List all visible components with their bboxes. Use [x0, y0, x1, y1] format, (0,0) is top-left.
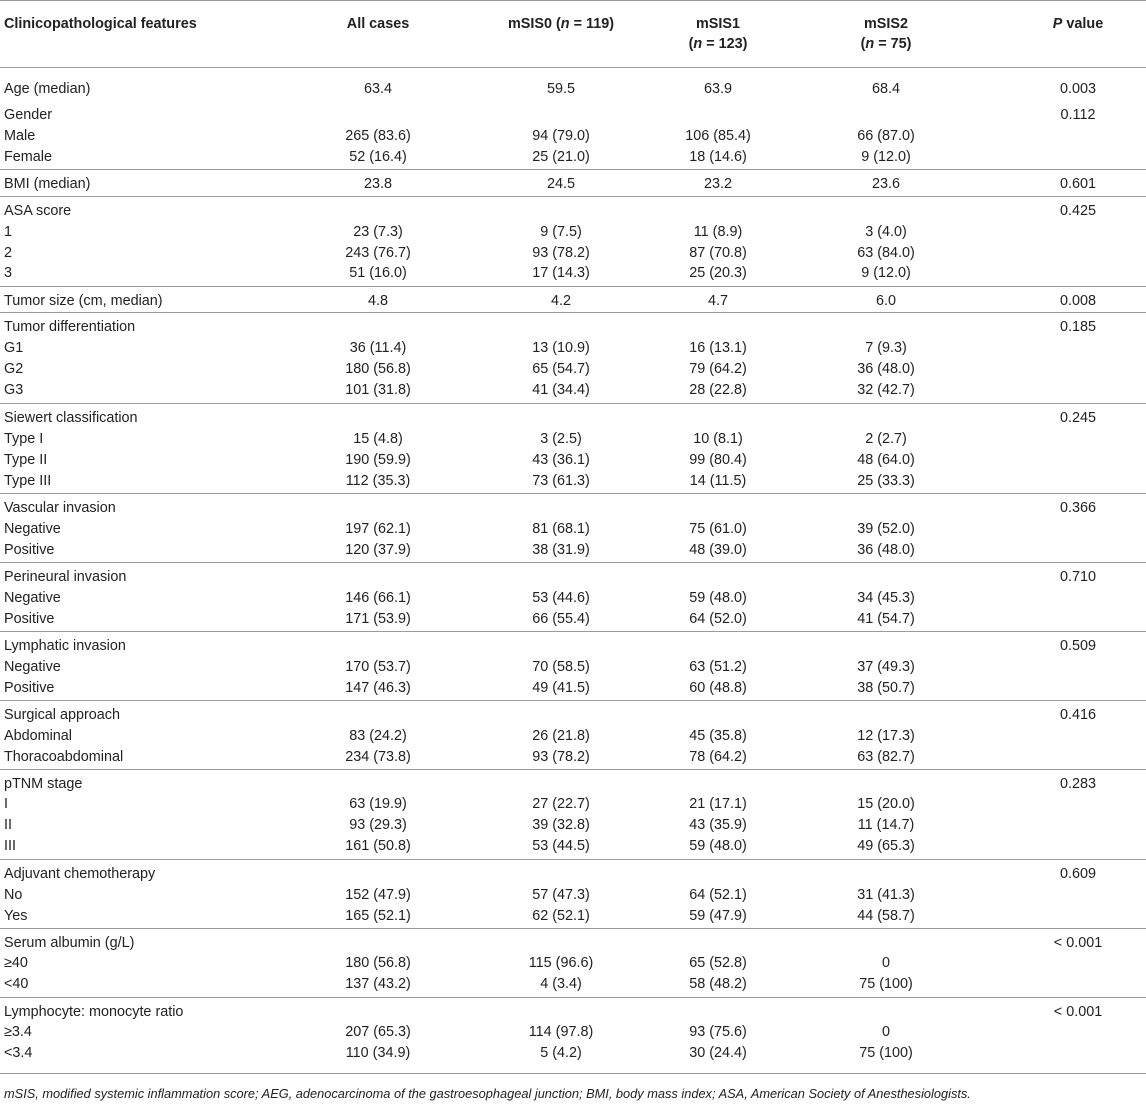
- cell-all: 170 (53.7): [345, 659, 411, 675]
- cell-msis2: 0: [881, 955, 891, 971]
- cell-msis2: 63 (82.7): [857, 749, 915, 765]
- row-group-divider: [0, 997, 1146, 998]
- row-group-divider: [0, 700, 1146, 701]
- row-group-divider: [0, 859, 1146, 860]
- cell-msis2: 31 (41.3): [857, 887, 915, 903]
- cell-msis0: 59.5: [546, 81, 576, 97]
- cell-msis2: 11 (14.7): [857, 817, 915, 833]
- cell-msis1: 48 (39.0): [689, 542, 747, 558]
- header-msis1: [689, 14, 748, 54]
- cell-msis0: 93 (78.2): [532, 245, 590, 261]
- row-label: Type I: [4, 431, 44, 447]
- cell-msis0: 27 (22.7): [532, 796, 590, 812]
- cell-msis1: 99 (80.4): [689, 452, 747, 468]
- row-label: II: [4, 817, 12, 833]
- row-label: I: [4, 796, 8, 812]
- cell-all: 197 (62.1): [345, 521, 411, 537]
- cell-all: 63 (19.9): [349, 796, 407, 812]
- row-label: Positive: [4, 680, 55, 696]
- row-label: Tumor differentiation: [4, 319, 136, 335]
- cell-msis1: 64 (52.1): [689, 887, 747, 903]
- cell-msis0: 70 (58.5): [532, 659, 590, 675]
- cell-msis1: 28 (22.8): [689, 382, 747, 398]
- row-label: Female: [4, 149, 52, 165]
- cell-msis1: 30 (24.4): [689, 1045, 747, 1061]
- cell-msis2: 68.4: [871, 81, 901, 97]
- cell-msis0: 49 (41.5): [532, 680, 590, 696]
- cell-msis1: 25 (20.3): [689, 265, 747, 281]
- cell-all: 190 (59.9): [345, 452, 411, 468]
- cell-msis0: 57 (47.3): [532, 887, 590, 903]
- row-group-divider: [0, 286, 1146, 287]
- table-bottom-rule: [0, 1073, 1146, 1074]
- cell-p: 0.245: [1059, 410, 1097, 426]
- row-label: Type III: [4, 473, 52, 489]
- cell-msis2: 39 (52.0): [857, 521, 915, 537]
- cell-msis1: 87 (70.8): [689, 245, 747, 261]
- row-label: BMI (median): [4, 176, 91, 192]
- cell-msis0: 81 (68.1): [532, 521, 590, 537]
- cell-p: 0.509: [1059, 638, 1097, 654]
- cell-msis2: 37 (49.3): [857, 659, 915, 675]
- header-feature: Clinicopathological features: [4, 16, 197, 32]
- cell-p: 0.366: [1059, 500, 1097, 516]
- cell-p: 0.185: [1059, 319, 1097, 335]
- cell-msis1: 23.2: [703, 176, 733, 192]
- cell-msis0: 93 (78.2): [532, 749, 590, 765]
- cell-msis2: 6.0: [875, 293, 897, 309]
- cell-all: 93 (29.3): [349, 817, 407, 833]
- row-group-divider: [0, 928, 1146, 929]
- cell-all: 23 (7.3): [353, 224, 403, 240]
- cell-p: 0.609: [1059, 866, 1097, 882]
- cell-all: 137 (43.2): [345, 976, 411, 992]
- cell-all: 36 (11.4): [349, 340, 407, 356]
- cell-msis0: 3 (2.5): [540, 431, 582, 447]
- cell-msis2: 75 (100): [859, 1045, 913, 1061]
- row-label: Vascular invasion: [4, 500, 116, 516]
- cell-msis2: 7 (9.3): [865, 340, 907, 356]
- cell-all: 4.8: [367, 293, 389, 309]
- cell-all: 120 (37.9): [345, 542, 411, 558]
- cell-p: 0.710: [1059, 569, 1097, 585]
- row-group-divider: [0, 196, 1146, 197]
- cell-msis0: 13 (10.9): [532, 340, 590, 356]
- row-label: 1: [4, 224, 13, 240]
- cell-msis2: 25 (33.3): [857, 473, 915, 489]
- cell-msis0: 26 (21.8): [532, 728, 590, 744]
- row-label: Male: [4, 128, 36, 144]
- cell-msis2: 32 (42.7): [857, 382, 915, 398]
- cell-msis0: 66 (55.4): [532, 611, 590, 627]
- header-p-value: P value: [1052, 16, 1104, 32]
- footnote: mSIS, modified systemic inflammation score; AEG, adenocarcinoma of the gastroesophageal junction; BMI, body mass index; ASA, American Society of Anesthesiologists.: [4, 1086, 971, 1101]
- cell-msis0: 53 (44.6): [532, 590, 590, 606]
- cell-p: 0.008: [1059, 293, 1097, 309]
- cell-msis1: 18 (14.6): [689, 149, 747, 165]
- cell-all: 83 (24.2): [349, 728, 407, 744]
- row-label: G1: [4, 340, 24, 356]
- row-label: ASA score: [4, 203, 72, 219]
- cell-all: 51 (16.0): [349, 265, 407, 281]
- cell-msis1: 59 (47.9): [689, 908, 747, 924]
- row-label: III: [4, 838, 16, 854]
- cell-msis1: 78 (64.2): [689, 749, 747, 765]
- cell-msis2: 41 (54.7): [857, 611, 915, 627]
- row-label: 3: [4, 265, 13, 281]
- row-group-divider: [0, 631, 1146, 632]
- row-group-divider: [0, 562, 1146, 563]
- cell-msis2: 48 (64.0): [857, 452, 915, 468]
- cell-msis0: 24.5: [546, 176, 576, 192]
- cell-msis2: 36 (48.0): [857, 361, 915, 377]
- cell-p: 0.003: [1059, 81, 1097, 97]
- row-label: G2: [4, 361, 24, 377]
- cell-msis1: 10 (8.1): [693, 431, 743, 447]
- cell-all: 234 (73.8): [345, 749, 411, 765]
- row-label: Positive: [4, 542, 55, 558]
- cell-msis1: 59 (48.0): [689, 838, 747, 854]
- row-label: Negative: [4, 590, 61, 606]
- cell-msis1: 21 (17.1): [689, 796, 747, 812]
- cell-msis0: 73 (61.3): [532, 473, 590, 489]
- cell-all: 165 (52.1): [345, 908, 411, 924]
- cell-msis2: 15 (20.0): [857, 796, 915, 812]
- header-msis2: [861, 14, 912, 54]
- cell-msis2: 44 (58.7): [857, 908, 915, 924]
- header-all-cases: All cases: [346, 16, 410, 32]
- cell-msis0: 94 (79.0): [532, 128, 590, 144]
- row-label: Siewert classification: [4, 410, 138, 426]
- cell-all: 146 (66.1): [345, 590, 411, 606]
- cell-msis2: 3 (4.0): [865, 224, 907, 240]
- row-label: Negative: [4, 659, 61, 675]
- cell-p: < 0.001: [1053, 935, 1103, 951]
- cell-msis1: 43 (35.9): [689, 817, 747, 833]
- cell-all: 101 (31.8): [345, 382, 411, 398]
- cell-msis2: 38 (50.7): [857, 680, 915, 696]
- cell-all: 161 (50.8): [345, 838, 411, 854]
- row-group-divider: [0, 169, 1146, 170]
- row-label: Lymphocyte: monocyte ratio: [4, 1004, 184, 1020]
- cell-all: 63.4: [363, 81, 393, 97]
- cell-msis1: 63.9: [703, 81, 733, 97]
- cell-msis1: 4.7: [707, 293, 729, 309]
- cell-msis2: 34 (45.3): [857, 590, 915, 606]
- row-group-divider: [0, 493, 1146, 494]
- row-label: Perineural invasion: [4, 569, 127, 585]
- cell-all: 147 (46.3): [345, 680, 411, 696]
- cell-msis1: 64 (52.0): [689, 611, 747, 627]
- cell-msis1: 106 (85.4): [685, 128, 751, 144]
- cell-msis1: 58 (48.2): [689, 976, 747, 992]
- row-label: No: [4, 887, 23, 903]
- cell-msis0: 43 (36.1): [532, 452, 590, 468]
- cell-msis2: 66 (87.0): [857, 128, 915, 144]
- cell-all: 112 (35.3): [345, 473, 411, 489]
- cell-msis0: 38 (31.9): [532, 542, 590, 558]
- cell-msis0: 39 (32.8): [532, 817, 590, 833]
- cell-msis0: 9 (7.5): [540, 224, 582, 240]
- cell-msis1: 11 (8.9): [693, 224, 743, 240]
- cell-all: 180 (56.8): [345, 361, 411, 377]
- cell-msis2: 9 (12.0): [861, 149, 911, 165]
- row-label: Positive: [4, 611, 55, 627]
- cell-msis2: 63 (84.0): [857, 245, 915, 261]
- cell-p: 0.425: [1059, 203, 1097, 219]
- row-label: pTNM stage: [4, 776, 83, 792]
- cell-msis0: 115 (96.6): [528, 955, 594, 971]
- header-msis2-line2: (n = 75): [860, 36, 912, 52]
- row-label: Gender: [4, 107, 52, 123]
- cell-msis1: 65 (52.8): [689, 955, 747, 971]
- row-label: Yes: [4, 908, 28, 924]
- row-label: Surgical approach: [4, 707, 120, 723]
- header-msis1-line2: (n = 123): [688, 36, 748, 52]
- row-label: 2: [4, 245, 13, 261]
- cell-msis2: 2 (2.7): [865, 431, 907, 447]
- row-label: <3.4: [4, 1045, 33, 1061]
- cell-msis1: 79 (64.2): [689, 361, 747, 377]
- cell-msis0: 114 (97.8): [528, 1024, 594, 1040]
- cell-msis1: 59 (48.0): [689, 590, 747, 606]
- row-label: ≥3.4: [4, 1024, 32, 1040]
- cell-msis1: 63 (51.2): [689, 659, 747, 675]
- cell-msis0: 5 (4.2): [540, 1045, 582, 1061]
- cell-all: 207 (65.3): [345, 1024, 411, 1040]
- cell-msis2: 49 (65.3): [857, 838, 915, 854]
- cell-msis2: 0: [881, 1024, 891, 1040]
- cell-all: 171 (53.9): [345, 611, 411, 627]
- cell-p: 0.283: [1059, 776, 1097, 792]
- cell-msis0: 4 (3.4): [540, 976, 582, 992]
- cell-msis0: 17 (14.3): [532, 265, 590, 281]
- header-msis2-line1: mSIS2: [863, 16, 908, 32]
- cell-all: 265 (83.6): [345, 128, 411, 144]
- cell-msis0: 4.2: [550, 293, 572, 309]
- cell-all: 152 (47.9): [345, 887, 411, 903]
- cell-msis1: 93 (75.6): [689, 1024, 747, 1040]
- header-msis1-line1: mSIS1: [695, 16, 740, 32]
- row-label: G3: [4, 382, 24, 398]
- cell-all: 110 (34.9): [345, 1045, 411, 1061]
- row-group-divider: [0, 312, 1146, 313]
- row-label: Abdominal: [4, 728, 72, 744]
- row-group-divider: [0, 403, 1146, 404]
- cell-all: 52 (16.4): [349, 149, 407, 165]
- header-msis0: mSIS0 (n = 119): [507, 16, 615, 32]
- cell-msis0: 41 (34.4): [532, 382, 590, 398]
- cell-all: 15 (4.8): [353, 431, 403, 447]
- cell-msis1: 14 (11.5): [689, 473, 747, 489]
- cell-msis0: 25 (21.0): [532, 149, 590, 165]
- cell-all: 180 (56.8): [345, 955, 411, 971]
- cell-msis0: 62 (52.1): [532, 908, 590, 924]
- cell-all: 23.8: [363, 176, 393, 192]
- cell-p: 0.601: [1059, 176, 1097, 192]
- row-label: Serum albumin (g/L): [4, 935, 135, 951]
- table-top-rule: [0, 0, 1146, 1]
- row-label: <40: [4, 976, 29, 992]
- cell-p: 0.112: [1060, 107, 1096, 123]
- row-label: Type II: [4, 452, 48, 468]
- row-label: Negative: [4, 521, 61, 537]
- row-label: Thoracoabdominal: [4, 749, 124, 765]
- cell-msis2: 9 (12.0): [861, 265, 911, 281]
- cell-msis2: 36 (48.0): [857, 542, 915, 558]
- cell-msis2: 23.6: [871, 176, 901, 192]
- header-rule: [0, 67, 1146, 68]
- row-label: Lymphatic invasion: [4, 638, 126, 654]
- cell-p: < 0.001: [1053, 1004, 1103, 1020]
- cell-msis2: 75 (100): [859, 976, 913, 992]
- row-label: Age (median): [4, 81, 91, 97]
- cell-msis1: 45 (35.8): [689, 728, 747, 744]
- cell-p: 0.416: [1059, 707, 1097, 723]
- cell-all: 243 (76.7): [345, 245, 411, 261]
- row-group-divider: [0, 769, 1146, 770]
- cell-msis1: 60 (48.8): [689, 680, 747, 696]
- cell-msis1: 75 (61.0): [689, 521, 747, 537]
- row-label: Adjuvant chemotherapy: [4, 866, 156, 882]
- cell-msis0: 53 (44.5): [532, 838, 590, 854]
- cell-msis2: 12 (17.3): [857, 728, 915, 744]
- cell-msis1: 16 (13.1): [689, 340, 747, 356]
- row-label: Tumor size (cm, median): [4, 293, 163, 309]
- row-label: ≥40: [4, 955, 28, 971]
- cell-msis0: 65 (54.7): [532, 361, 590, 377]
